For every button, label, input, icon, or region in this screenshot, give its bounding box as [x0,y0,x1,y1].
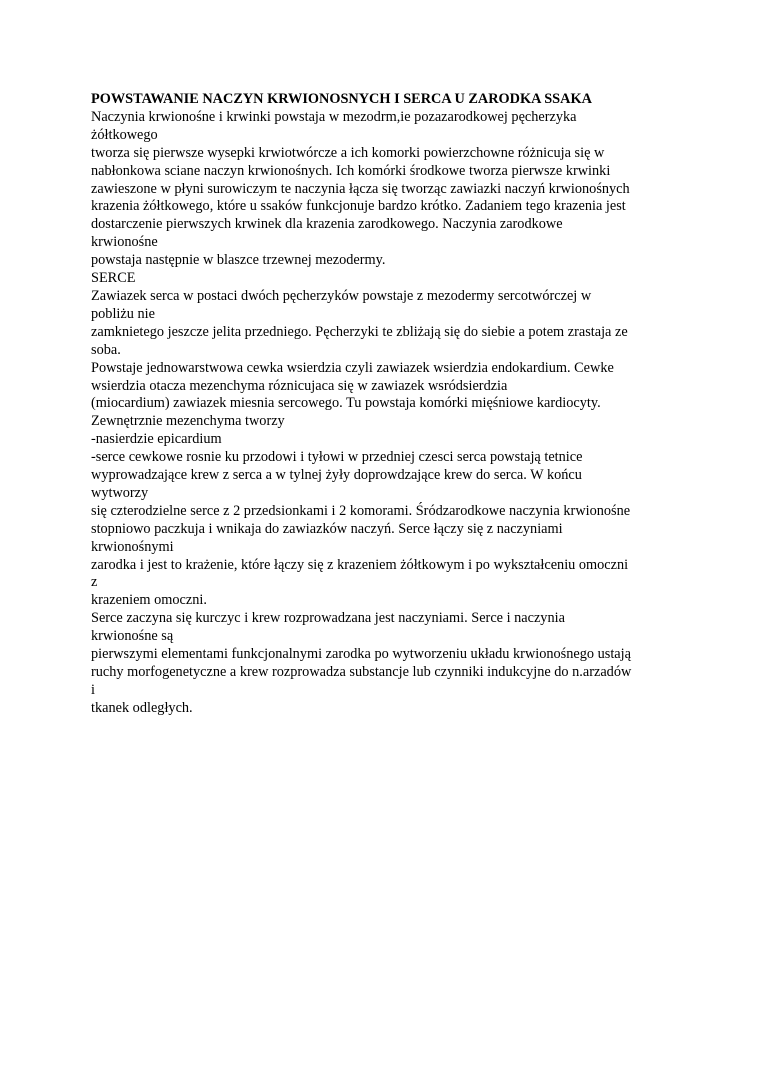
text-line: żółtkowego [91,126,158,143]
paragraph-lines [91,109,681,718]
text-line: -nasierdzie epicardium [91,431,222,448]
text-line: ruchy morfogenetyczne a krew rozprowadza substancje lub czynniki indukcyjne do n.arzadów [91,664,632,680]
text-line: pobliżu nie [91,305,155,322]
text-line: i [91,681,95,698]
text-line: krwionośne są [91,628,174,645]
text-line: z [91,574,98,591]
text-line: (miocardium) zawiazek miesnia sercowego. Tu powstaja komórki mięśniowe kardiocyty. [91,395,601,412]
document-body [91,91,681,718]
text-line: soba. [91,341,121,358]
text-line: krazeniem omoczni. [91,592,207,609]
text-line: Naczynia krwionośne i krwinki powstaja w mezodrm,ie pozazarodkowej pęcherzyka [91,108,577,125]
text-line: zamknietego jeszcze jelita przedniego. Pęcherzyki te zbliżają się do siebie a potem zrastaja ze [91,323,628,340]
text-line: wytworzy [91,484,149,501]
text-line: pierwszymi elementami funkcjonalnymi zarodka po wytworzeniu układu krwionośnego ustają [91,646,631,663]
text-line: zarodka i jest to krażenie, które łączy się z krazeniem żółtkowym i po wykształceniu omoczni [91,556,629,573]
text-line: stopniowo paczkuja i wnikaja do zawiazków naczyń. Serce łączy się z naczyniami [91,520,563,537]
text-line: powstaja następnie w blaszce trzewnej mezodermy. [91,252,386,269]
text-line: -serce cewkowe rosnie ku przodowi i tyłowi w przedniej czesci serca powstają tetnice [91,449,583,466]
text-line: tkanek odległych. [91,699,193,716]
text-line: nabłonkowa sciane naczyn krwionośnych. Ich komórki środkowe tworza pierwsze krwinki [91,162,611,179]
section-heading-serce: SERCE [91,270,136,287]
text-line: tworza się pierwsze wysepki krwiotwórcze a ich komorki powierzchowne różnicuja się w [91,144,605,161]
text-line: zawieszone w płyni surowiczym te naczynia łącza się tworząc zawiazki naczyń krwionośnych [91,180,630,197]
text-line: się czterodzielne serce z 2 przedsionkami i 2 komorami. Śródzarodkowe naczynia krwionośne [91,502,631,519]
text-line: wyprowadzające krew z serca a w tylnej żyły doprowdzające krew do serca. W końcu [91,467,582,484]
text-line: Zewnętrznie mezenchyma tworzy [91,413,285,430]
document-title: POWSTAWANIE NACZYN KRWIONOSNYCH I SERCA U ZARODKA SSAKA [91,91,592,107]
text-line: dostarczenie pierwszych krwinek dla krazenia zarodkowego. Naczynia zarodkowe [91,216,563,233]
text-line: krwionośne [91,234,158,251]
text-line: Serce zaczyna się kurczyc i krew rozprowadzana jest naczyniami. Serce i naczynia [91,610,565,627]
text-line: krwionośnymi [91,538,174,555]
text-line: Zawiazek serca w postaci dwóch pęcherzyków powstaje z mezodermy sercotwórczej w [91,287,592,304]
text-line: wsierdzia otacza mezenchyma róznicujaca się w zawiazek wsródsierdzia [91,377,508,394]
text-line: krazenia żółtkowego, które u ssaków funkcjonuje bardzo krótko. Zadaniem tego krazenia jest [91,198,626,215]
text-line: Powstaje jednowarstwowa cewka wsierdzia czyli zawiazek wsierdzia endokardium. Cewke [91,359,614,376]
